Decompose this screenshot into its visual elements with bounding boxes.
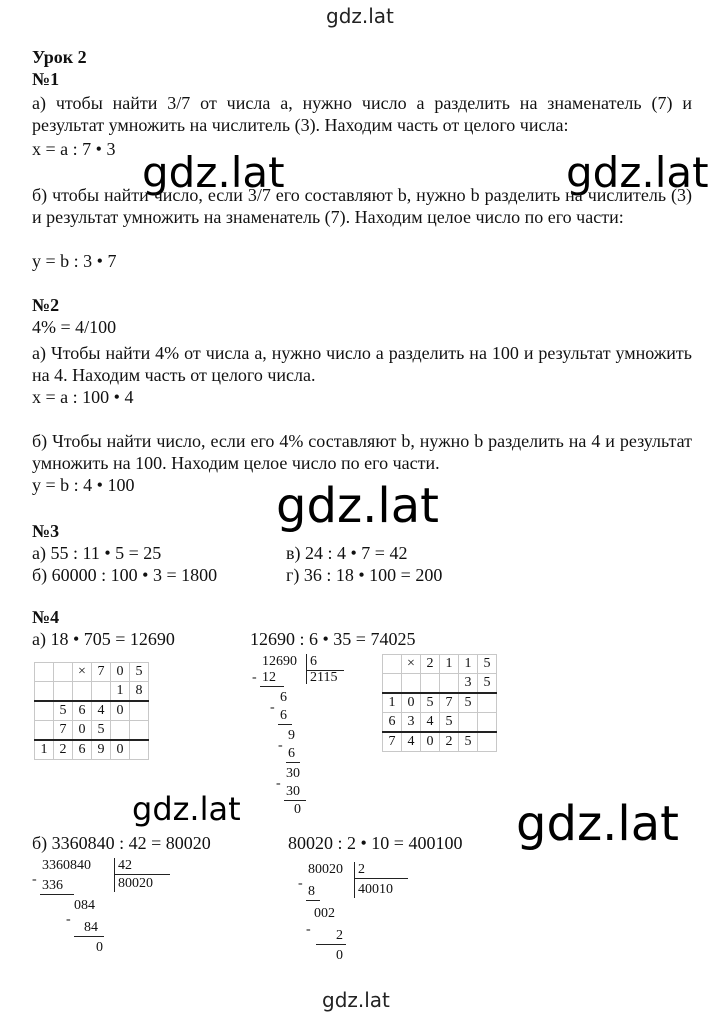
grid-cell: 9 — [92, 740, 111, 760]
grid-cell: 0 — [111, 740, 130, 760]
task-3-heading: №3 — [32, 521, 60, 541]
divisor: 6 — [310, 654, 317, 669]
grid-cell — [478, 732, 497, 752]
task-4a-line2: 12690 : 6 • 35 = 74025 — [250, 629, 416, 649]
multiplication-grid-1 — [34, 662, 149, 760]
divisor: 42 — [118, 858, 132, 873]
grid-cell — [54, 682, 73, 702]
quotient: 2115 — [310, 670, 338, 685]
minus-sign: - — [270, 700, 275, 715]
task-1a-formula: x = a : 7 • 3 — [32, 139, 116, 159]
grid-cell: 4 — [402, 732, 421, 752]
minus-sign: - — [278, 738, 283, 753]
grid-cell — [130, 740, 149, 760]
division-step: 336 — [42, 878, 63, 893]
watermark-bottom: gdz.lat — [322, 988, 390, 1012]
grid-cell: × — [402, 655, 421, 674]
division-step: 0 — [294, 802, 301, 817]
grid-cell: 1 — [35, 740, 54, 760]
grid-cell: 3 — [402, 713, 421, 733]
dividend: 80020 — [308, 862, 343, 877]
grid-cell: 1 — [459, 655, 478, 674]
division-step: 30 — [286, 766, 300, 781]
division-step: 30 — [286, 784, 300, 799]
grid-cell: 0 — [421, 732, 440, 752]
task-3v: в) 24 : 4 • 7 = 42 — [286, 543, 408, 563]
quotient: 40010 — [358, 882, 393, 897]
grid-cell: 5 — [54, 701, 73, 721]
multiplication-grid-2 — [382, 654, 497, 752]
grid-cell — [35, 721, 54, 741]
minus-sign: - — [276, 776, 281, 791]
minus-sign: - — [32, 872, 37, 887]
watermark: gdz.lat — [142, 148, 285, 197]
grid-cell: 6 — [383, 713, 402, 733]
grid-cell: 0 — [402, 693, 421, 713]
grid-cell — [459, 713, 478, 733]
task-4-heading: №4 — [32, 607, 60, 627]
grid-cell: 3 — [459, 674, 478, 694]
task-3a: а) 55 : 11 • 5 = 25 — [32, 543, 162, 563]
division-step: 6 — [280, 690, 287, 705]
grid-cell: 0 — [111, 663, 130, 682]
grid-cell — [383, 674, 402, 694]
grid-cell: 1 — [383, 693, 402, 713]
division-step: 6 — [288, 746, 295, 761]
grid-cell: × — [73, 663, 92, 682]
grid-cell: 4 — [92, 701, 111, 721]
division-step: 84 — [84, 920, 98, 935]
grid-cell — [478, 693, 497, 713]
task-3g: г) 36 : 18 • 100 = 200 — [286, 565, 443, 585]
task-4b-line1: б) 3360840 : 42 = 80020 — [32, 833, 211, 853]
division-step: 084 — [74, 898, 95, 913]
grid-cell — [130, 721, 149, 741]
division-step: 0 — [336, 948, 343, 963]
watermark: gdz.lat — [132, 790, 241, 828]
division-step: 002 — [314, 906, 335, 921]
grid-cell: 6 — [73, 701, 92, 721]
dividend: 12690 — [262, 654, 297, 669]
task-3b: б) 60000 : 100 • 3 = 1800 — [32, 565, 218, 585]
division-step: 2 — [336, 928, 343, 943]
grid-cell: 7 — [440, 693, 459, 713]
grid-cell: 2 — [421, 655, 440, 674]
grid-cell: 5 — [92, 721, 111, 741]
grid-cell: 5 — [459, 693, 478, 713]
grid-cell: 6 — [73, 740, 92, 760]
grid-cell — [92, 682, 111, 702]
grid-cell: 1 — [111, 682, 130, 702]
watermark: gdz.lat — [276, 478, 439, 534]
grid-cell — [440, 674, 459, 694]
grid-cell — [35, 663, 54, 682]
grid-cell — [421, 674, 440, 694]
minus-sign: - — [252, 670, 257, 685]
task-1b-formula: y = b : 3 • 7 — [32, 251, 117, 271]
grid-cell: 7 — [383, 732, 402, 752]
task-1a-text: а) чтобы найти 3/7 от числа a, нужно число a разделить на знаменатель (7) и результат умножить на числитель (3). Находим часть от целого числа: — [32, 93, 692, 135]
grid-cell: 2 — [440, 732, 459, 752]
task-1-heading: №1 — [32, 69, 60, 89]
grid-cell — [35, 682, 54, 702]
quotient: 80020 — [118, 876, 153, 891]
task-4a-line1: а) 18 • 705 = 12690 — [32, 629, 175, 649]
task-2b-formula: y = b : 4 • 100 — [32, 475, 135, 495]
grid-cell: 1 — [440, 655, 459, 674]
grid-cell — [73, 682, 92, 702]
division-step: 9 — [288, 728, 295, 743]
grid-cell — [111, 721, 130, 741]
task-2-heading: №2 — [32, 295, 60, 315]
division-step: 8 — [308, 884, 315, 899]
grid-cell — [478, 713, 497, 733]
grid-cell: 7 — [54, 721, 73, 741]
grid-cell: 5 — [478, 655, 497, 674]
grid-cell: 2 — [54, 740, 73, 760]
grid-cell — [54, 663, 73, 682]
minus-sign: - — [298, 876, 303, 891]
grid-cell: 0 — [111, 701, 130, 721]
division-step: 0 — [96, 940, 103, 955]
grid-cell — [35, 701, 54, 721]
dividend: 3360840 — [42, 858, 91, 873]
grid-cell: 5 — [440, 713, 459, 733]
task-2b-text: б) Чтобы найти число, если его 4% составляют b, нужно b разделить на 4 и результат умножить на 100. Находим целое число по его части. — [32, 431, 692, 473]
grid-cell: 5 — [478, 674, 497, 694]
grid-cell — [402, 674, 421, 694]
grid-cell — [383, 655, 402, 674]
grid-cell: 5 — [421, 693, 440, 713]
grid-cell: 5 — [459, 732, 478, 752]
minus-sign: - — [66, 912, 71, 927]
grid-cell — [130, 701, 149, 721]
task-2a-formula: x = a : 100 • 4 — [32, 387, 134, 407]
task-1b-text: б) чтобы найти число, если 3/7 его составляют b, нужно b разделить на числитель (3) и результат умножить на знаменатель (7). Находим целое число по его части: — [32, 185, 692, 227]
task-2a-text: а) Чтобы найти 4% от числа a, нужно число a разделить на 100 и результат умножить на 4. Находим часть от целого числа. — [32, 343, 692, 385]
lesson-title: Урок 2 — [32, 47, 87, 67]
watermark: gdz.lat — [516, 796, 679, 852]
watermark: gdz.lat — [566, 148, 709, 197]
division-step: 12 — [262, 670, 276, 685]
task-4b-line2: 80020 : 2 • 10 = 400100 — [288, 833, 463, 853]
task-2-intro: 4% = 4/100 — [32, 317, 117, 337]
grid-cell: 4 — [421, 713, 440, 733]
grid-cell: 8 — [130, 682, 149, 702]
grid-cell: 5 — [130, 663, 149, 682]
division-step: 6 — [280, 708, 287, 723]
watermark-top: gdz.lat — [326, 4, 394, 28]
minus-sign: - — [306, 922, 311, 937]
divisor: 2 — [358, 862, 365, 877]
grid-cell: 0 — [73, 721, 92, 741]
grid-cell: 7 — [92, 663, 111, 682]
